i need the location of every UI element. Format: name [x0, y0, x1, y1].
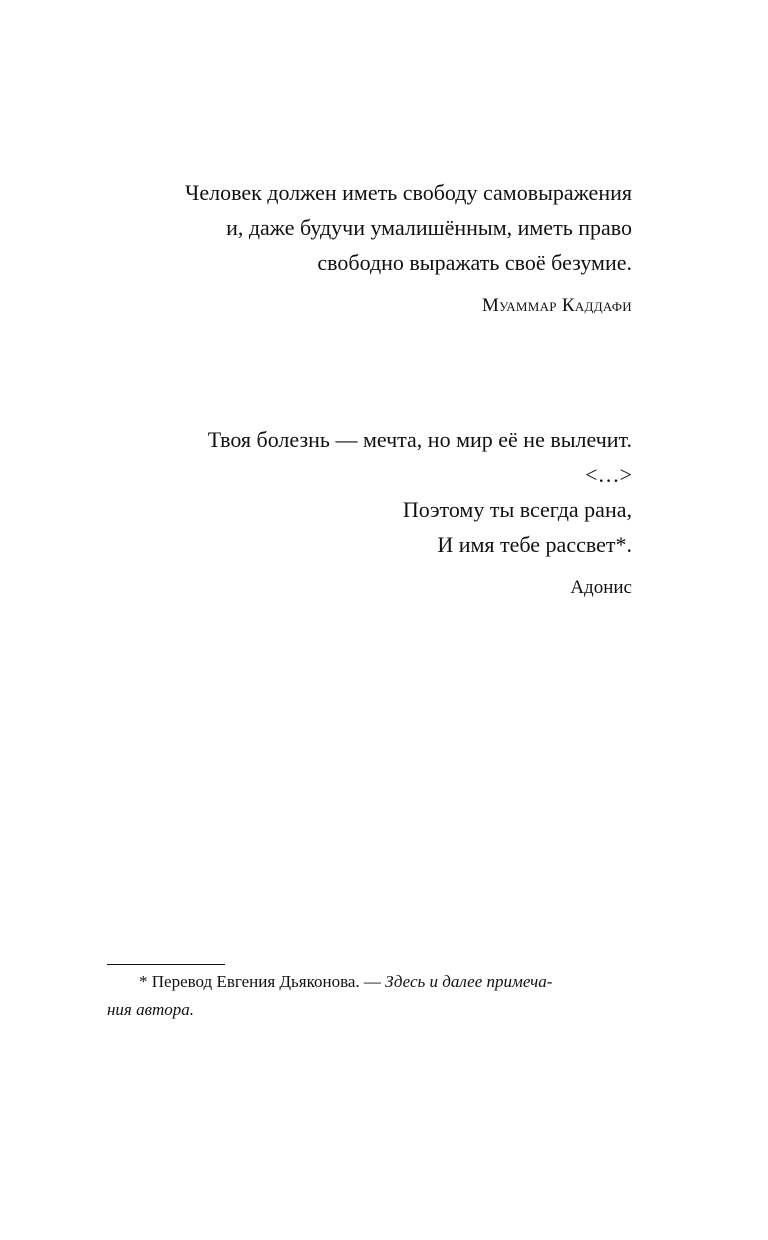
- footnote-text: * Перевод Евгения Дьяконова. —: [139, 972, 386, 991]
- footnote-line: [107, 968, 633, 996]
- epigraph-ellipsis: <…>: [585, 462, 632, 487]
- epigraph-kaddafi: [185, 175, 632, 323]
- epigraph-line: И имя тебе рассвет*.: [437, 532, 632, 557]
- epigraph-line: свободно выражать своё безумие.: [317, 250, 632, 275]
- footnote: [107, 968, 633, 1024]
- footnote-italic-text: ния автора.: [107, 1000, 194, 1019]
- epigraph-adonis: [208, 422, 632, 605]
- epigraph-line: Твоя болезнь — мечта, но мир её не вылечит.: [207, 427, 632, 452]
- footnote-rule: [107, 964, 225, 965]
- epigraph-line: и, даже будучи умалишённым, иметь право: [226, 215, 632, 240]
- epigraph-author: Муаммар Каддафи: [481, 295, 632, 316]
- epigraph-line: Человек должен иметь свободу самовыражения: [185, 180, 632, 205]
- epigraph-line: Поэтому ты всегда рана,: [402, 497, 632, 522]
- epigraph-author: Адонис: [570, 577, 632, 598]
- footnote-italic-text: Здесь и далее примеча-: [385, 972, 553, 991]
